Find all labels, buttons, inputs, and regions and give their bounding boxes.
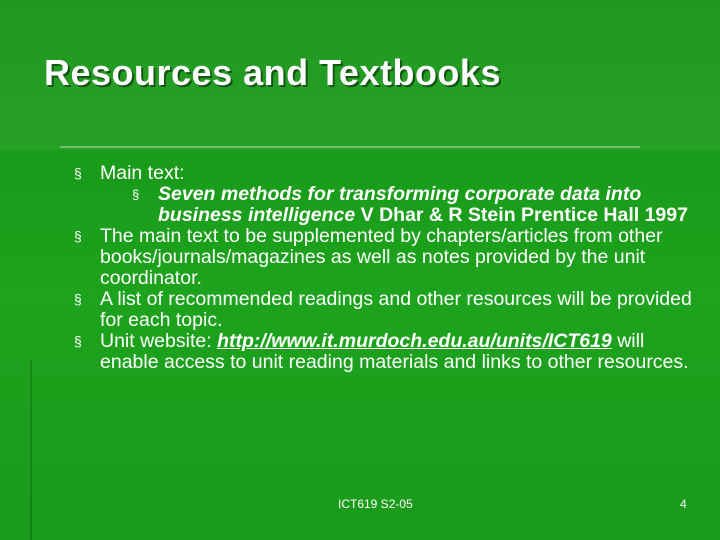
book-authors: V Dhar & R Stein [360,204,516,226]
bullet-marker-icon: § [74,165,82,181]
book-publisher: Prentice Hall 1997 [521,204,688,226]
book-title: Seven methods for transforming corporate data into business intelligence [158,183,642,226]
website-description: will enable access to unit reading materials and links to other resources. [100,330,689,373]
sub-bullet-book [132,184,704,226]
bullet-website [74,331,704,373]
page-number: 4 [680,497,687,511]
title-divider [60,146,640,148]
bullet-supplement [74,226,704,289]
unit-website-link[interactable]: http://www.it.murdoch.edu.au/units/ICT619 [217,330,612,352]
slide-title: Resources and Textbooks [44,52,501,93]
bullet-marker-icon: § [74,333,82,349]
bullet-readings [74,289,704,331]
supplement-text: The main text to be supplemented by chapters/articles from other books/journals/magazines as well as notes provided by the unit coordinator. [100,225,663,289]
decorative-line [30,360,32,540]
footer-course: ICT619 S2-05 [338,497,413,511]
readings-text: A list of recommended readings and other resources will be provided for each topic. [100,288,692,331]
bullet-marker-icon: § [132,187,140,202]
bullet-marker-icon: § [74,291,82,307]
bullet-marker-icon: § [74,228,82,244]
bullet-main-text [74,163,704,226]
main-text-label: Main text: [100,162,185,184]
slide-body [74,163,704,373]
website-label: Unit website: [100,330,212,352]
